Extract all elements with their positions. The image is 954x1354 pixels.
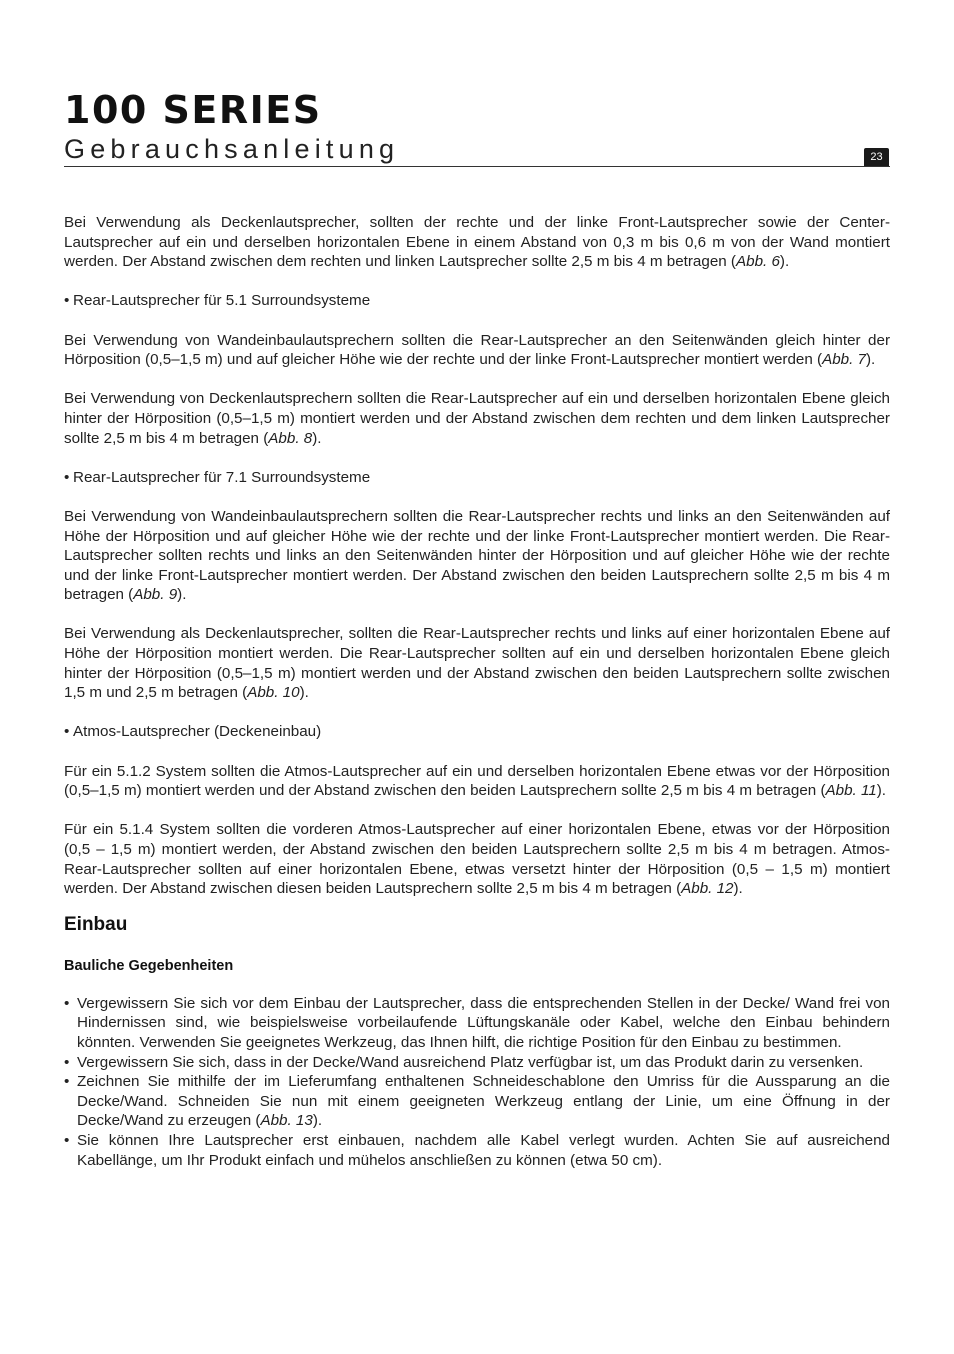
installation-requirements-list — [64, 994, 890, 1170]
list-item: • Vergewissern Sie sich, dass in der Decke/Wand ausreichend Platz verfügbar ist, um das Produkt darin zu versenken. — [64, 1053, 864, 1071]
paragraph-atmos-5-1-4: Für ein 5.1.4 System sollten die vorderen Atmos-Lautsprecher auf einer horizontalen Ebene, etwas vor der Hörposition (0,5 – 1,5 m) montiert werden, der Abstand zwischen den beiden Lautsprechern sollte 2,5 m bis 4 m betragen. Atmos-Rear-Lautsprecher sollten auf einer horizontalen Ebene, etwas versetzt hinter der Hörposition (0,5 – 1,5 m) montiert werden. Der Abstand zwischen diesen beiden Lautsprechern sollte 2,5 m bis 4 m betragen (Abb. 12). — [64, 821, 890, 898]
paragraph-rear-wall-7-1: Bei Verwendung von Wandeinbaulautsprechern sollten die Rear-Lautsprecher rechts und links an den Seitenwänden auf Höhe der Hörposition und auf gleicher Höhe wie der rechte und der linke Front-Lautsprecher montiert werden. Die Rear-Lautsprecher sollten rechts und links an den Seitenwänden hinter der Hörposition und auf gleicher Höhe wie der rechte und der linke Front-Lautsprecher montiert werden. Der Abstand zwischen den beiden Lautsprechern sollte 2,5 m bis 4 m betragen (Abb. 9). — [64, 507, 890, 604]
bullet-atmos: • Atmos-Lautsprecher (Deckeneinbau) — [64, 723, 322, 741]
figure-ref: Abb. 6 — [736, 253, 780, 271]
list-item: • Zeichnen Sie mithilfe der im Lieferumfang enthaltenen Schneideschablone den Umriss für die Aussparung an die Decke/Wand. Schneiden Sie nun mit einem geeigneten Werkzeug entlang der Linie, um eine Öffnung in der Decke/Wand zu erzeugen (Abb. 13). — [64, 1073, 890, 1130]
series-title: 100 SERIES — [64, 88, 322, 132]
page-content — [64, 213, 890, 1170]
figure-ref: Abb. 10 — [247, 684, 300, 702]
subheading-bauliche-gegebenheiten: Bauliche Gegebenheiten — [64, 957, 234, 974]
manual-subtitle: Gebrauchsanleitung — [64, 134, 400, 164]
page-header — [64, 88, 890, 164]
section-heading-einbau: Einbau — [64, 913, 128, 935]
bullet-icon: • — [64, 723, 70, 741]
bullet-icon: • — [64, 1053, 70, 1071]
figure-ref: Abb. 13 — [260, 1112, 313, 1130]
figure-ref: Abb. 7 — [822, 351, 866, 369]
header-divider — [64, 166, 890, 167]
paragraph-rear-ceiling-7-1: Bei Verwendung als Deckenlautsprecher, sollten die Rear-Lautsprecher rechts und links auf einer horizontalen Ebene auf Höhe der Hörposition montiert werden. Die Rear-Lautsprecher sollten auf ein und derselben horizontalen Ebene gleich hinter der Hörposition (0,5–1,5 m) montiert werden und der Abstand zwischen den beiden Lautsprechern sollte zwischen 1,5 m und 2,5 m betragen (Abb. 10). — [64, 625, 890, 702]
paragraph-rear-ceiling-5-1: Bei Verwendung von Deckenlautsprechern sollten die Rear-Lautsprecher auf ein und derselben horizontalen Ebene gleich hinter der Hörposition (0,5–1,5 m) montiert werden und der Abstand zwischen dem rechten und dem linken Lautsprecher sollte 2,5 m bis 4 m betragen (Abb. 8). — [64, 390, 890, 447]
bullet-icon: • — [64, 292, 70, 310]
list-item: • Vergewissern Sie sich vor dem Einbau der Lautsprecher, dass die entsprechenden Stellen in der Decke/ Wand frei von Hindernissen sind, wie beispielsweise vorbeilaufende Lüftungskanäle oder Kabel, welche den Einbau behindern könnten. Verwenden Sie geeignetes Werkzeug, das Ihnen hilft, die richtige Position für den Einbau zu bestimmen. — [64, 994, 890, 1051]
bullet-icon: • — [64, 1131, 70, 1149]
figure-ref: Abb. 11 — [825, 782, 877, 800]
page-number-badge: 23 — [864, 148, 889, 166]
figure-ref: Abb. 9 — [133, 586, 178, 604]
bullet-rear-7-1: • Rear-Lautsprecher für 7.1 Surroundsysteme — [64, 468, 371, 486]
figure-ref: Abb. 12 — [681, 880, 734, 898]
paragraph-rear-wall-5-1: Bei Verwendung von Wandeinbaulautsprechern sollten die Rear-Lautsprecher an den Seitenwänden gleich hinter der Hörposition (0,5–1,5 m) und auf gleicher Höhe wie der rechte und der linke Front-Lautsprecher montiert werden (Abb. 7). — [64, 331, 890, 369]
bullet-icon: • — [64, 468, 70, 486]
bullet-icon: • — [64, 1073, 70, 1091]
list-item: • Sie können Ihre Lautsprecher erst einbauen, nachdem alle Kabel verlegt wurden. Achten Sie auf ausreichend Kabellänge, um Ihr Produkt einfach und mühelos anschließen zu können (etwa 50 cm). — [64, 1131, 890, 1169]
bullet-icon: • — [64, 994, 70, 1012]
figure-ref: Abb. 8 — [268, 429, 313, 447]
bullet-rear-5-1: • Rear-Lautsprecher für 5.1 Surroundsysteme — [64, 292, 371, 310]
paragraph-front-ceiling: Bei Verwendung als Deckenlautsprecher, sollten der rechte und der linke Front-Lautsprecher sowie der Center-Lautsprecher auf ein und derselben horizontalen Ebene in einem Abstand von 0,3 m bis 0,6 m von der Wand montiert werden. Der Abstand zwischen dem rechten und linken Lautsprecher sollte 2,5 m bis 4 m betragen (Abb. 6). — [64, 214, 890, 271]
paragraph-atmos-5-1-2: Für ein 5.1.2 System sollten die Atmos-Lautsprecher auf ein und derselben horizontalen Ebene etwas vor der Hörposition (0,5–1,5 m) montiert werden und der Abstand zwischen den beiden Lautsprechern sollte 2,5 m bis 4 m betragen (Abb. 11). — [64, 762, 890, 800]
